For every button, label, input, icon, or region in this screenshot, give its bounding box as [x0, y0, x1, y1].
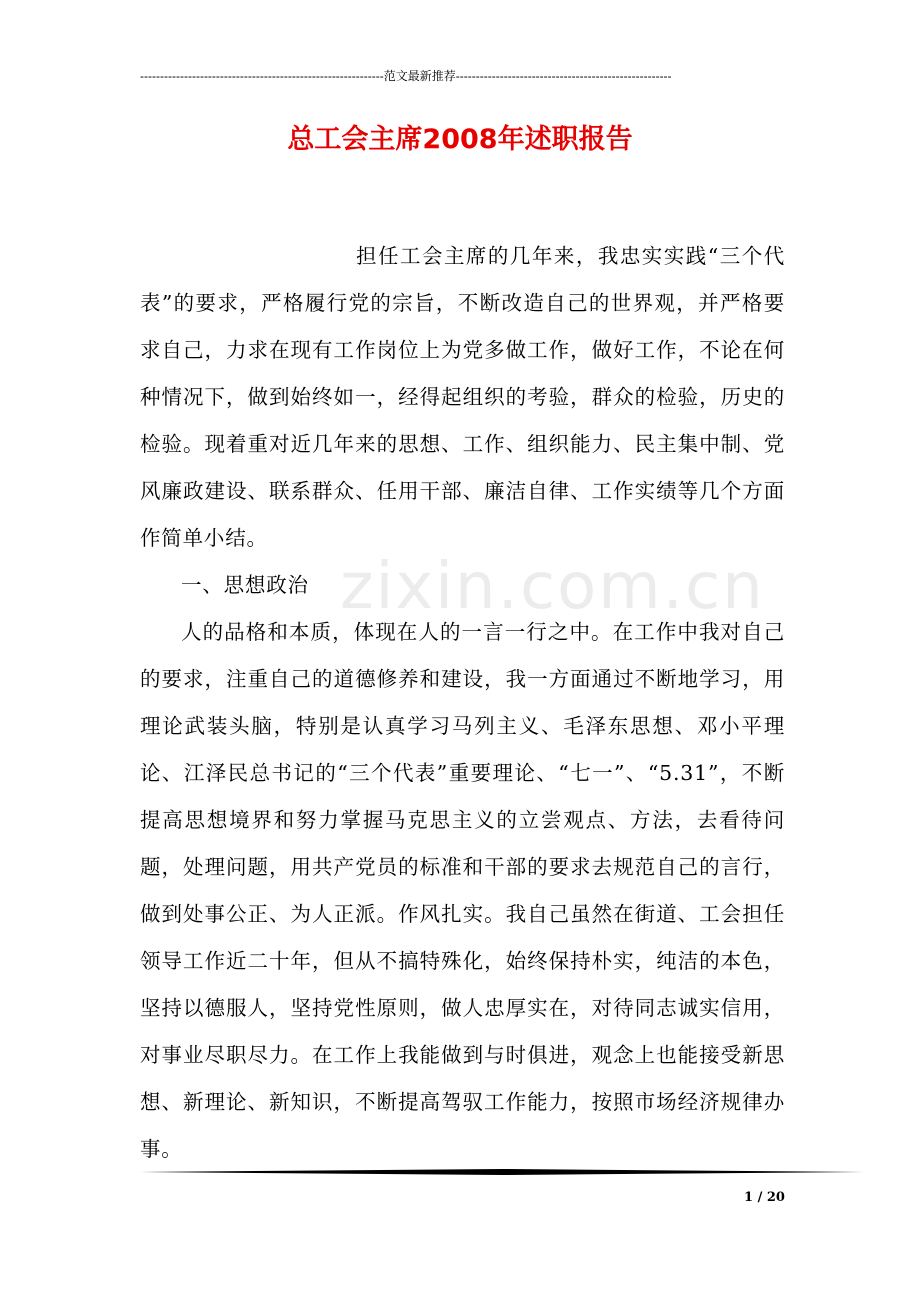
page-number: 1 / 20 [744, 1190, 785, 1205]
document-body [140, 233, 785, 1173]
intro-paragraph: 担任工会主席的几年来，我忠实实践“三个代表”的要求，严格履行党的宗旨，不断改造自己的世界观，并严格要求自己，力求在现有工作岗位上为党多做工作，做好工作，不论在何种情况下，做到始终如一，经得起组织的考验，群众的检验，历史的检验。现着重对近几年来的思想、工作、组织能力、民主集中制、党风廉政建设、联系群众、任用干部、廉洁自律、工作实绩等几个方面作简单小结。 [140, 244, 785, 550]
section-heading: 一、思想政治 [181, 573, 309, 597]
section-paragraph: 人的品格和本质，体现在人的一言一行之中。在工作中我对自己的要求，注重自己的道德修养和建设，我一方面通过不断地学习，用理论武装头脑，特别是认真学习马列主义、毛泽东思想、邓小平理论、江泽民总书记的“三个代表”重要理论、“七一”、“5.31”，不断提高思想境界和努力掌握马克思主义的立尝观点、方法，去看待问题，处理问题，用共产党员的标准和干部的要求去规范自己的言行，做到处事公正、为人正派。作风扎实。我自己虽然在街道、工会担任领导工作近二十年，但从不搞特殊化，始终保持朴实，纯洁的本色，坚持以德服人，坚持党性原则，做人忠厚实在，对待同志诚实信用，对事业尽职尽力。在工作上我能做到与时俱进，观念上也能接受新思想、新理论、新知识，不断提高驾驭工作能力，按照市场经济规律办事。 [140, 620, 785, 1161]
header-banner: -------------------------------------------------------------范文最新推荐------------------------------------------------------ [140, 69, 672, 83]
footer-rule [140, 1169, 864, 1175]
document-title: 总工会主席2008年述职报告 [287, 124, 633, 155]
watermark: zixin.com.cn [340, 550, 765, 624]
